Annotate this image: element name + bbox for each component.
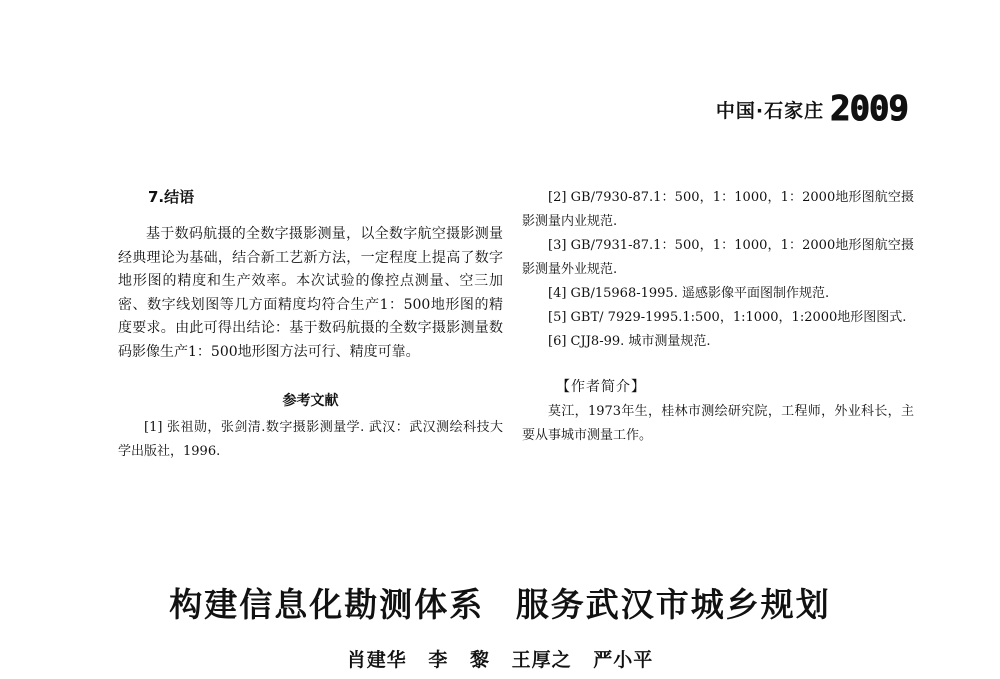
reference-item: [1] 张祖勋，张剑清.数字摄影测量学. 武汉：武汉测绘科技大学出版社，1996. [118,420,503,459]
section-title: 7.结语 [148,188,195,206]
conclusion-paragraph: 基于数码航摄的全数字摄影测量，以全数字航空摄影测量经典理论为基础，结合新工艺新方法，一定程度上提高了数字地形图的精度和生产效率。本次试验的像控点测量、空三加密、数字线划图等几方面精度均符合生产1：500地形图的精度要求。由此可得出结论：基于数码航摄的全数字摄影测量数码影像生产1：500地形图方法可行、精度可靠。 [118,226,503,360]
left-column [118,186,503,464]
header-place: 中国·石家庄 [715,99,825,122]
author-bio: 莫江，1973年生，桂林市测绘研究院，工程师，外业科长，主要从事城市测量工作。 [522,404,914,443]
page-header [715,89,908,129]
header-year: 2009 [830,89,908,129]
right-column [522,186,914,448]
reference-item: [6] CJJ8-99. 城市测量规范. [548,334,711,349]
references-title: 参考文献 [282,393,339,409]
reference-item: [4] GB/15968-1995. 遥感影像平面图制作规范. [548,286,830,301]
next-article-authors: 肖建华 李 黎 王厚之 严小平 [346,649,654,671]
author-bio-title: 【作者简介】 [556,379,646,395]
reference-item: [2] GB/7930-87.1：500，1：1000，1：2000地形图航空摄影测量内业规范. [522,190,914,229]
next-article-title: 构建信息化勘测体系 服务武汉市城乡规划 [169,585,831,624]
reference-item: [3] GB/7931-87.1：500，1：1000，1：2000地形图航空摄影测量外业规范. [522,238,914,277]
reference-item: [5] GBT/ 7929-1995.1:500，1:1000，1:2000地形图图式. [548,310,907,325]
